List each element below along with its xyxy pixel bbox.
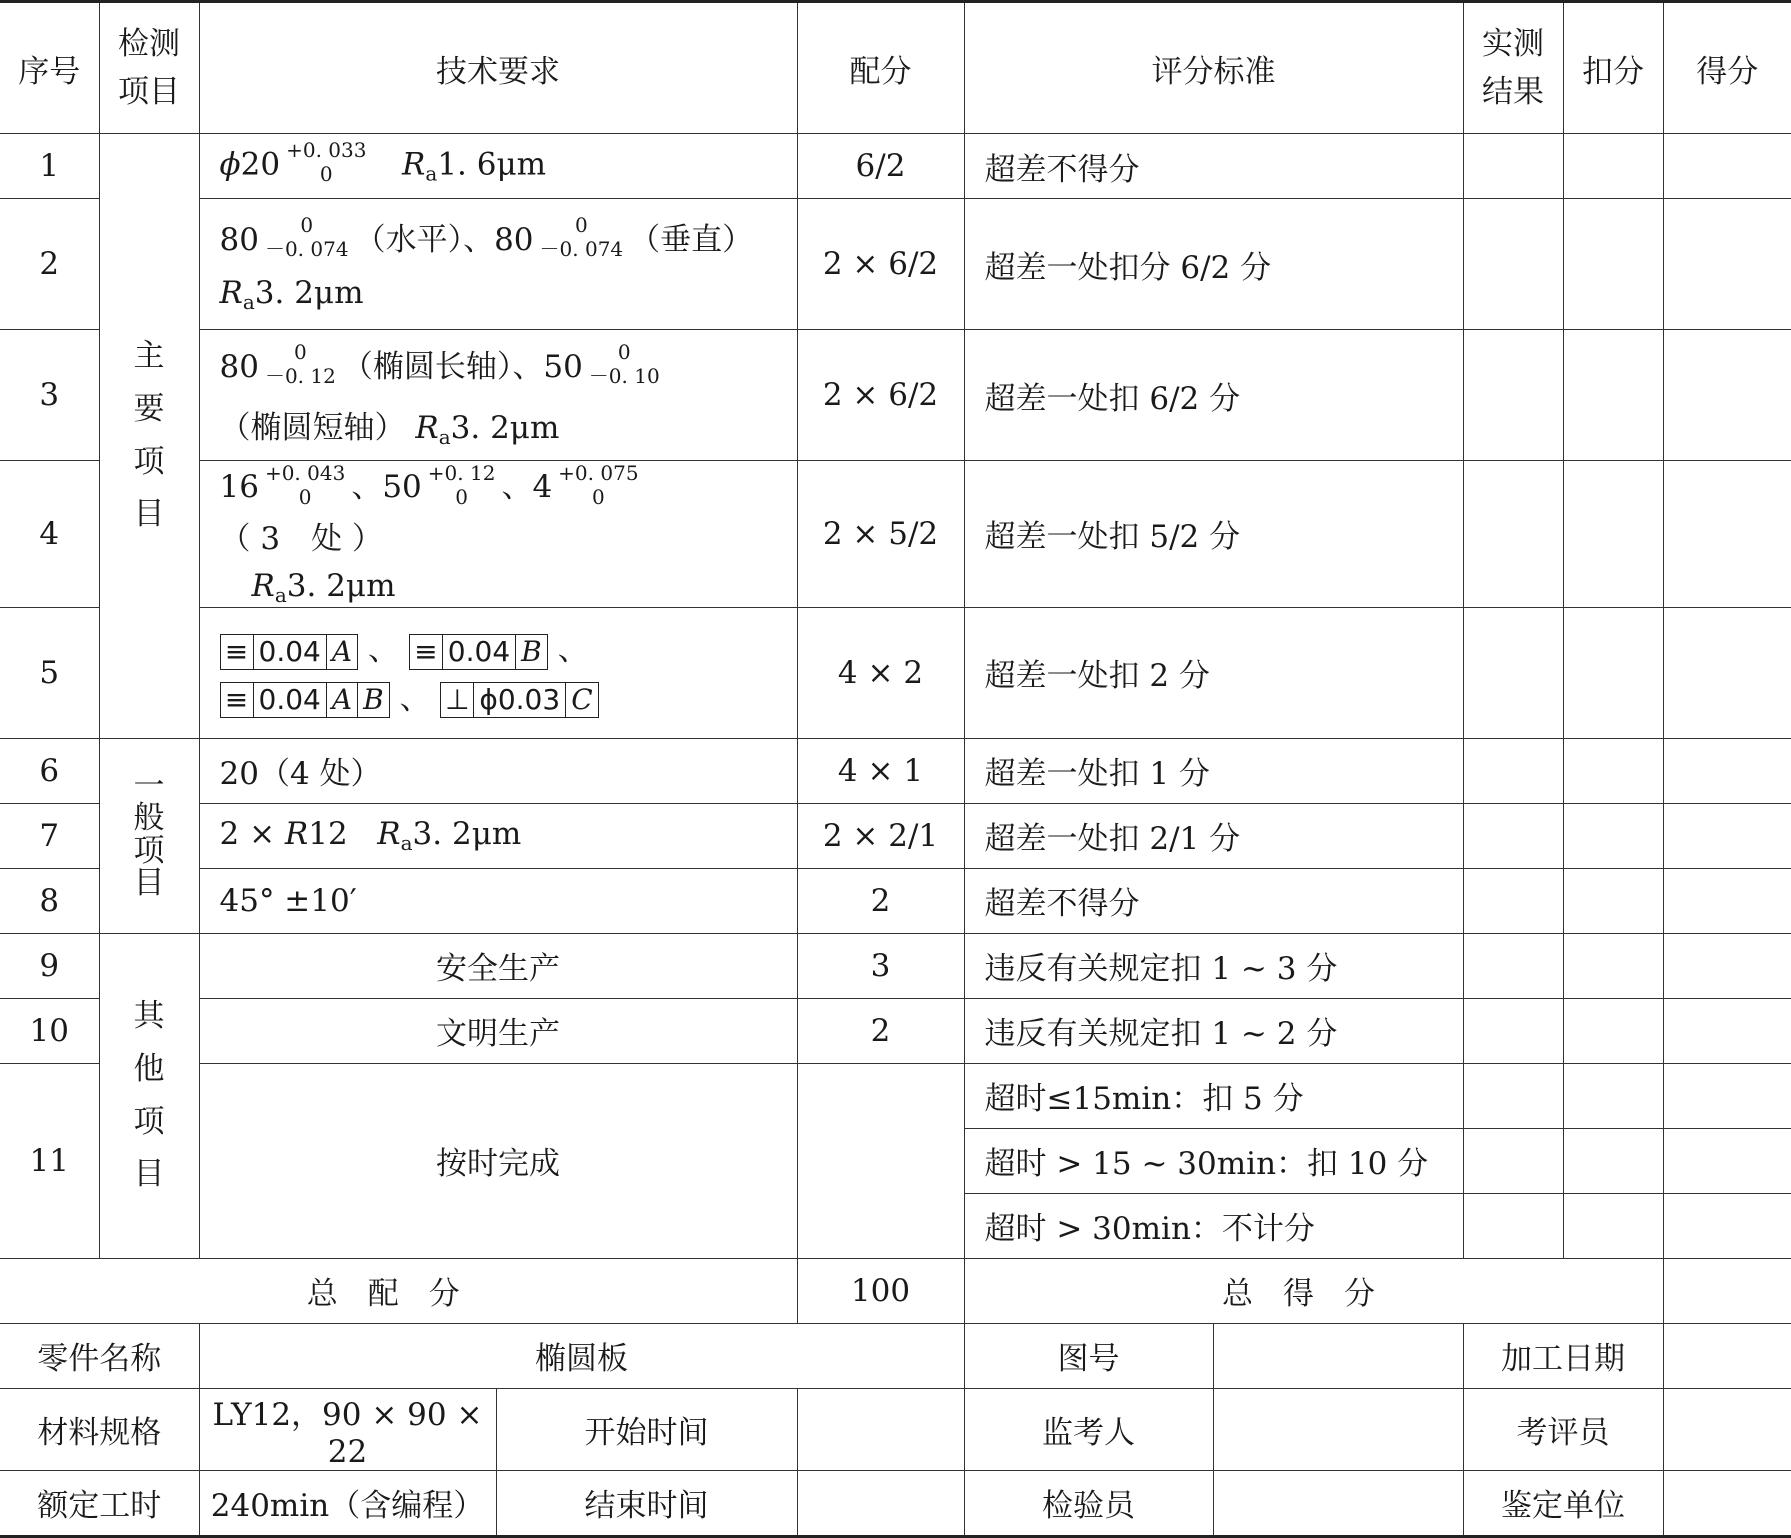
header-deduct: 扣分 bbox=[1563, 2, 1663, 134]
tech-req: 20（4 处） bbox=[199, 738, 797, 803]
header-score: 得分 bbox=[1663, 2, 1791, 134]
deduct-cell[interactable] bbox=[1563, 1128, 1663, 1193]
row-no: 11 bbox=[0, 1063, 99, 1258]
end-time-label: 结束时间 bbox=[496, 1470, 797, 1536]
points: 2 × 2/1 bbox=[797, 803, 964, 868]
criteria: 超差不得分 bbox=[964, 868, 1463, 933]
total-score-cell[interactable] bbox=[1663, 1258, 1791, 1323]
tech-req: ϕ20 +0. 033 0 $R_a1$. 6μm bbox=[199, 134, 797, 199]
start-time-label: 开始时间 bbox=[496, 1388, 797, 1470]
measured-cell[interactable] bbox=[1463, 461, 1563, 608]
date-label: 加工日期 bbox=[1463, 1323, 1663, 1388]
measured-cell[interactable] bbox=[1463, 199, 1563, 330]
deduct-cell[interactable] bbox=[1563, 868, 1663, 933]
score-cell[interactable] bbox=[1663, 998, 1791, 1063]
row-no: 10 bbox=[0, 998, 99, 1063]
deduct-cell[interactable] bbox=[1563, 199, 1663, 330]
row-no: 5 bbox=[0, 607, 99, 738]
points: 2 × 5/2 bbox=[797, 461, 964, 608]
row-no: 4 bbox=[0, 461, 99, 608]
row-no: 1 bbox=[0, 134, 99, 199]
header-points: 配分 bbox=[797, 2, 964, 134]
perpendicularity-frame: ⊥ ϕ0.03 C bbox=[440, 682, 598, 718]
deduct-cell[interactable] bbox=[1563, 1193, 1663, 1258]
row-no: 8 bbox=[0, 868, 99, 933]
symmetry-icon: ≡ bbox=[410, 635, 443, 669]
table-row bbox=[0, 803, 1791, 868]
total-row bbox=[0, 1258, 1791, 1323]
points: 2 bbox=[797, 868, 964, 933]
footer-row bbox=[0, 1388, 1791, 1470]
group-other: 其他项目 bbox=[99, 933, 199, 1258]
deduct-cell[interactable] bbox=[1563, 803, 1663, 868]
header-req: 技术要求 bbox=[199, 2, 797, 134]
criteria: 违反有关规定扣 1 ~ 2 分 bbox=[964, 998, 1463, 1063]
criteria: 超差一处扣 2/1 分 bbox=[964, 803, 1463, 868]
symmetry-frame: ≡ 0.04 A B bbox=[220, 682, 390, 718]
criteria: 超差一处扣 1 分 bbox=[964, 738, 1463, 803]
criteria: 超差一处扣 5/2 分 bbox=[964, 461, 1463, 608]
table-row bbox=[0, 330, 1791, 461]
score-cell[interactable] bbox=[1663, 1193, 1791, 1258]
deduct-cell[interactable] bbox=[1563, 998, 1663, 1063]
inspector-cell[interactable] bbox=[1213, 1470, 1463, 1536]
header-row bbox=[0, 2, 1791, 134]
table-row bbox=[0, 134, 1791, 199]
total-score-label: 总得分 bbox=[964, 1258, 1663, 1323]
unit-cell[interactable] bbox=[1663, 1470, 1791, 1536]
measured-cell[interactable] bbox=[1463, 1193, 1563, 1258]
part-name-value: 椭圆板 bbox=[199, 1323, 964, 1388]
material-label: 材料规格 bbox=[0, 1388, 199, 1470]
deduct-cell[interactable] bbox=[1563, 134, 1663, 199]
score-cell[interactable] bbox=[1663, 330, 1791, 461]
row-no: 9 bbox=[0, 933, 99, 998]
footer-row bbox=[0, 1470, 1791, 1536]
table-row bbox=[0, 998, 1791, 1063]
row-no: 7 bbox=[0, 803, 99, 868]
table-row bbox=[0, 933, 1791, 998]
deduct-cell[interactable] bbox=[1563, 461, 1663, 608]
points: 2 × 6/2 bbox=[797, 330, 964, 461]
end-time-cell[interactable] bbox=[797, 1470, 964, 1536]
deduct-cell[interactable] bbox=[1563, 738, 1663, 803]
criteria: 超差一处扣 6/2 分 bbox=[964, 330, 1463, 461]
measured-cell[interactable] bbox=[1463, 1128, 1563, 1193]
table-row bbox=[0, 868, 1791, 933]
perpendicular-icon: ⊥ bbox=[441, 683, 474, 717]
examiner-label: 考评员 bbox=[1463, 1388, 1663, 1470]
score-cell[interactable] bbox=[1663, 738, 1791, 803]
material-value: LY12，90 × 90 × 22 bbox=[199, 1388, 496, 1470]
measured-cell[interactable] bbox=[1463, 933, 1563, 998]
tech-req: 按时完成 bbox=[199, 1063, 797, 1258]
tech-req: 文明生产 bbox=[199, 998, 797, 1063]
measured-cell[interactable] bbox=[1463, 330, 1563, 461]
score-cell[interactable] bbox=[1663, 607, 1791, 738]
header-no: 序号 bbox=[0, 2, 99, 134]
points: 4 × 2 bbox=[797, 607, 964, 738]
points: 6/2 bbox=[797, 134, 964, 199]
points: 3 bbox=[797, 933, 964, 998]
table-row bbox=[0, 199, 1791, 330]
measured-cell[interactable] bbox=[1463, 998, 1563, 1063]
table-row bbox=[0, 607, 1791, 738]
group-general: 一般项目 bbox=[99, 738, 199, 933]
row-no: 2 bbox=[0, 199, 99, 330]
row-no: 3 bbox=[0, 330, 99, 461]
points: 4 × 1 bbox=[797, 738, 964, 803]
proctor-label: 监考人 bbox=[964, 1388, 1213, 1470]
symmetry-icon: ≡ bbox=[221, 635, 254, 669]
score-cell[interactable] bbox=[1663, 1128, 1791, 1193]
tech-req: 安全生产 bbox=[199, 933, 797, 998]
score-cell[interactable] bbox=[1663, 1063, 1791, 1128]
header-item: 检测项目 bbox=[99, 2, 199, 134]
deduct-cell[interactable] bbox=[1563, 933, 1663, 998]
deduct-cell[interactable] bbox=[1563, 1063, 1663, 1128]
points bbox=[797, 1063, 964, 1258]
criteria: 超差一处扣 2 分 bbox=[964, 607, 1463, 738]
measured-cell[interactable] bbox=[1463, 868, 1563, 933]
points: 2 bbox=[797, 998, 964, 1063]
measured-cell[interactable] bbox=[1463, 1063, 1563, 1128]
tech-req: 45° ±10′ bbox=[199, 868, 797, 933]
tech-req: 80 0 －0. 074 （水平）、80 0 －0. 074 （垂直） $R_a3$. 2μm bbox=[199, 199, 797, 330]
tech-req: 16 +0. 043 0 、50 +0. 12 0 、4 +0. 075 0 （ 3 处 ） $R_a3$. 2μm bbox=[199, 461, 797, 608]
score-cell[interactable] bbox=[1663, 461, 1791, 608]
measured-cell[interactable] bbox=[1463, 803, 1563, 868]
measured-cell[interactable] bbox=[1463, 738, 1563, 803]
score-cell[interactable] bbox=[1663, 134, 1791, 199]
drawing-no-label: 图号 bbox=[964, 1323, 1213, 1388]
points: 2 × 6/2 bbox=[797, 199, 964, 330]
inspector-label: 检验员 bbox=[964, 1470, 1213, 1536]
measured-cell[interactable] bbox=[1463, 134, 1563, 199]
criteria: 超时≤15min：扣 5 分 bbox=[964, 1063, 1463, 1128]
table-row bbox=[0, 1063, 1791, 1128]
score-cell[interactable] bbox=[1663, 933, 1791, 998]
score-cell[interactable] bbox=[1663, 868, 1791, 933]
group-main: 主要项目 bbox=[99, 134, 199, 739]
criteria: 超时 > 15 ~ 30min：扣 10 分 bbox=[964, 1128, 1463, 1193]
symmetry-frame: ≡ 0.04 B bbox=[409, 634, 548, 670]
total-points-value: 100 bbox=[797, 1258, 964, 1323]
date-cell[interactable] bbox=[1663, 1323, 1791, 1388]
unit-label: 鉴定单位 bbox=[1463, 1470, 1663, 1536]
criteria: 超时 > 30min：不计分 bbox=[964, 1193, 1463, 1258]
score-cell[interactable] bbox=[1663, 199, 1791, 330]
footer-row bbox=[0, 1323, 1791, 1388]
total-points-label: 总配分 bbox=[0, 1258, 797, 1323]
criteria: 违反有关规定扣 1 ~ 3 分 bbox=[964, 933, 1463, 998]
examiner-cell[interactable] bbox=[1663, 1388, 1791, 1470]
table-row bbox=[0, 738, 1791, 803]
proctor-cell[interactable] bbox=[1213, 1388, 1463, 1470]
drawing-no-cell[interactable] bbox=[1213, 1323, 1463, 1388]
header-measured: 实测结果 bbox=[1463, 2, 1563, 134]
header-criteria: 评分标准 bbox=[964, 2, 1463, 134]
tech-req: 80 0 －0. 12 （椭圆长轴）、50 0 －0. 10 （椭圆短轴） $R_a3$. 2μm bbox=[199, 330, 797, 461]
symmetry-frame: ≡ 0.04 A bbox=[220, 634, 359, 670]
hours-value: 240min（含编程） bbox=[199, 1470, 496, 1536]
deduct-cell[interactable] bbox=[1563, 330, 1663, 461]
tech-req: ≡ 0.04 A 、 ≡ 0.04 B 、 ≡ 0.04 A B 、 ⊥ ϕ0.03 C bbox=[199, 607, 797, 738]
table-row bbox=[0, 461, 1791, 608]
criteria: 超差不得分 bbox=[964, 134, 1463, 199]
row-no: 6 bbox=[0, 738, 99, 803]
tech-req: 2 × R12 $R_a3$. 2μm bbox=[199, 803, 797, 868]
symmetry-icon: ≡ bbox=[221, 683, 254, 717]
criteria: 超差一处扣分 6/2 分 bbox=[964, 199, 1463, 330]
hours-label: 额定工时 bbox=[0, 1470, 199, 1536]
part-name-label: 零件名称 bbox=[0, 1323, 199, 1388]
score-cell[interactable] bbox=[1663, 803, 1791, 868]
measured-cell[interactable] bbox=[1463, 607, 1563, 738]
start-time-cell[interactable] bbox=[797, 1388, 964, 1470]
deduct-cell[interactable] bbox=[1563, 607, 1663, 738]
